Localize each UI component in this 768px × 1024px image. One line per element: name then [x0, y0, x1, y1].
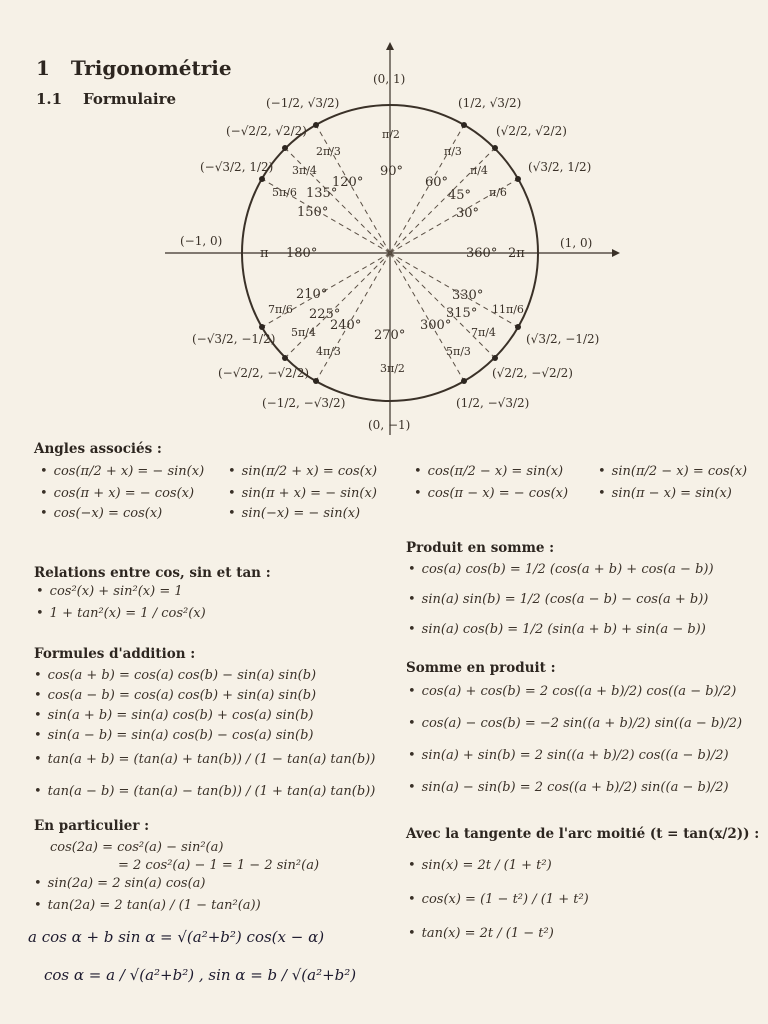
associated-item: • cos(π + x) = − cos(x)	[40, 486, 195, 501]
associated-item: • cos(π/2 − x) = sin(x)	[414, 464, 564, 479]
radian-pi-3: π/3	[444, 145, 462, 158]
degree-180: 180°	[286, 246, 318, 261]
x-axis-arrow	[612, 249, 620, 257]
degree-210: 210°	[296, 287, 328, 302]
coord-210: (−√3/2, −1/2)	[192, 332, 276, 346]
half-title: Avec la tangente de l'arc moitié (t = tan(x/2)) :	[406, 826, 760, 842]
subsection-number: 1.1	[36, 90, 63, 108]
degree-60: 60°	[425, 175, 449, 190]
addition-item: • tan(a − b) = (tan(a) − tan(b)) / (1 + tan(a) tan(b))	[34, 784, 376, 799]
degree-225: 225°	[309, 307, 341, 322]
associated-item: • sin(π/2 − x) = cos(x)	[598, 464, 748, 479]
addition-item: • cos(a + b) = cos(a) cos(b) − sin(a) sin(b)	[34, 668, 317, 683]
product-item: • cos(a) − cos(b) = −2 sin((a + b)/2) sin((a − b)/2)	[408, 716, 743, 731]
associated-item: • cos(−x) = cos(x)	[40, 506, 163, 521]
radian-pi-4: π/4	[470, 164, 488, 177]
radian-pi-6: π/6	[489, 186, 507, 199]
radian-7pi-6: 7π/6	[268, 303, 293, 316]
associated-item: • sin(π/2 + x) = cos(x)	[228, 464, 378, 479]
sum-item: • sin(a) cos(b) = 1/2 (sin(a + b) + sin(a − b))	[408, 622, 706, 637]
product-item: • sin(a) + sin(b) = 2 sin((a + b)/2) cos((a − b)/2)	[408, 748, 729, 763]
associated-item: • sin(π − x) = sin(x)	[598, 486, 732, 501]
point-bottom: (0, −1)	[368, 418, 411, 432]
radian-pi-2: π/2	[382, 128, 400, 141]
radian-5pi-3: 5π/3	[446, 345, 471, 358]
radian-5pi-4: 5π/4	[291, 326, 316, 339]
sum-item: • sin(a) sin(b) = 1/2 (cos(a − b) − cos(a + b))	[408, 592, 709, 607]
half-item: • cos(x) = (1 − t²) / (1 + t²)	[408, 892, 589, 907]
degree-240: 240°	[330, 318, 362, 333]
subsection-title: Formulaire	[83, 90, 177, 108]
radian-5pi-6: 5π/6	[272, 186, 297, 199]
half-item: • tan(x) = 2t / (1 − t²)	[408, 926, 554, 941]
product-item: • cos(a) + cos(b) = 2 cos((a + b)/2) cos((a − b)/2)	[408, 684, 737, 699]
relations-title: Relations entre cos, sin et tan :	[34, 565, 271, 581]
particular-item: = 2 cos²(a) − 1 = 1 − 2 sin²(a)	[118, 858, 320, 873]
degree-300: 300°	[420, 318, 452, 333]
relations-item: • 1 + tan²(x) = 1 / cos²(x)	[36, 606, 206, 621]
radian-pi: π	[260, 246, 269, 261]
degree-45: 45°	[448, 188, 472, 203]
particular-item: cos(2a) = cos²(a) − sin²(a)	[50, 840, 224, 855]
coord-60: (1/2, √3/2)	[458, 96, 522, 110]
degree-135: 135°	[306, 186, 338, 201]
associated-item: • cos(π/2 + x) = − sin(x)	[40, 464, 205, 479]
handwritten-note: a cos α + b sin α = √(a²+b²) cos(x − α)	[28, 928, 325, 946]
handwritten-note: cos α = a / √(a²+b²) , sin α = b / √(a²+b²)	[44, 966, 357, 984]
sum-title: Produit en somme :	[406, 540, 555, 556]
associated-item: • sin(π + x) = − sin(x)	[228, 486, 377, 501]
radian-7pi-4: 7π/4	[471, 326, 496, 339]
radian-11pi-6: 11π/6	[492, 303, 524, 316]
product-title: Somme en produit :	[406, 660, 556, 676]
degree-120: 120°	[332, 175, 364, 190]
degree-360: 360°	[466, 246, 498, 261]
unit-circle	[0, 40, 768, 440]
degree-270: 270°	[374, 328, 406, 343]
coord-225: (−√2/2, −√2/2)	[218, 366, 310, 380]
degree-30: 30°	[456, 206, 480, 221]
addition-item: • sin(a + b) = sin(a) cos(b) + cos(a) sin(b)	[34, 708, 314, 723]
degree-330: 330°	[452, 288, 484, 303]
y-axis-arrow	[386, 42, 394, 50]
coord-300: (1/2, −√3/2)	[456, 396, 530, 410]
associated-title: Angles associés :	[34, 441, 162, 457]
associated-item: • cos(π − x) = − cos(x)	[414, 486, 569, 501]
addition-item: • cos(a − b) = cos(a) cos(b) + sin(a) sin(b)	[34, 688, 317, 703]
section-title: Trigonométrie	[70, 56, 232, 80]
particular-item: • tan(2a) = 2 tan(a) / (1 − tan²(a))	[34, 898, 261, 913]
degree-150: 150°	[297, 205, 329, 220]
coord-150: (−√3/2, 1/2)	[200, 160, 274, 174]
addition-item: • sin(a − b) = sin(a) cos(b) − cos(a) sin(b)	[34, 728, 314, 743]
radian-2pi-3: 2π/3	[316, 145, 341, 158]
coord-120: (−1/2, √3/2)	[266, 96, 340, 110]
coord-135: (−√2/2, √2/2)	[226, 124, 307, 138]
point-right: (1, 0)	[560, 236, 593, 250]
radian-3pi-2: 3π/2	[380, 362, 405, 375]
addition-title: Formules d'addition :	[34, 646, 196, 662]
product-item: • sin(a) − sin(b) = 2 cos((a + b)/2) sin((a − b)/2)	[408, 780, 729, 795]
point-top: (0, 1)	[373, 72, 406, 86]
associated-item: • sin(−x) = − sin(x)	[228, 506, 361, 521]
radian-2pi: 2π	[508, 246, 525, 261]
point-left: (−1, 0)	[180, 234, 223, 248]
addition-item: • tan(a + b) = (tan(a) + tan(b)) / (1 − tan(a) tan(b))	[34, 752, 376, 767]
particular-title: En particulier :	[34, 818, 150, 834]
half-item: • sin(x) = 2t / (1 + t²)	[408, 858, 552, 873]
radian-3pi-4: 3π/4	[292, 164, 317, 177]
sum-item: • cos(a) cos(b) = 1/2 (cos(a + b) + cos(a − b))	[408, 562, 714, 577]
radian-4pi-3: 4π/3	[316, 345, 341, 358]
section-number: 1	[36, 56, 50, 80]
particular-item: • sin(2a) = 2 sin(a) cos(a)	[34, 876, 206, 891]
coord-315: (√2/2, −√2/2)	[492, 366, 573, 380]
degree-90: 90°	[380, 164, 404, 179]
coord-330: (√3/2, −1/2)	[526, 332, 600, 346]
coord-240: (−1/2, −√3/2)	[262, 396, 346, 410]
relations-item: • cos²(x) + sin²(x) = 1	[36, 584, 183, 599]
coord-30: (√3/2, 1/2)	[528, 160, 592, 174]
coord-45: (√2/2, √2/2)	[496, 124, 567, 138]
degree-315: 315°	[446, 306, 478, 321]
